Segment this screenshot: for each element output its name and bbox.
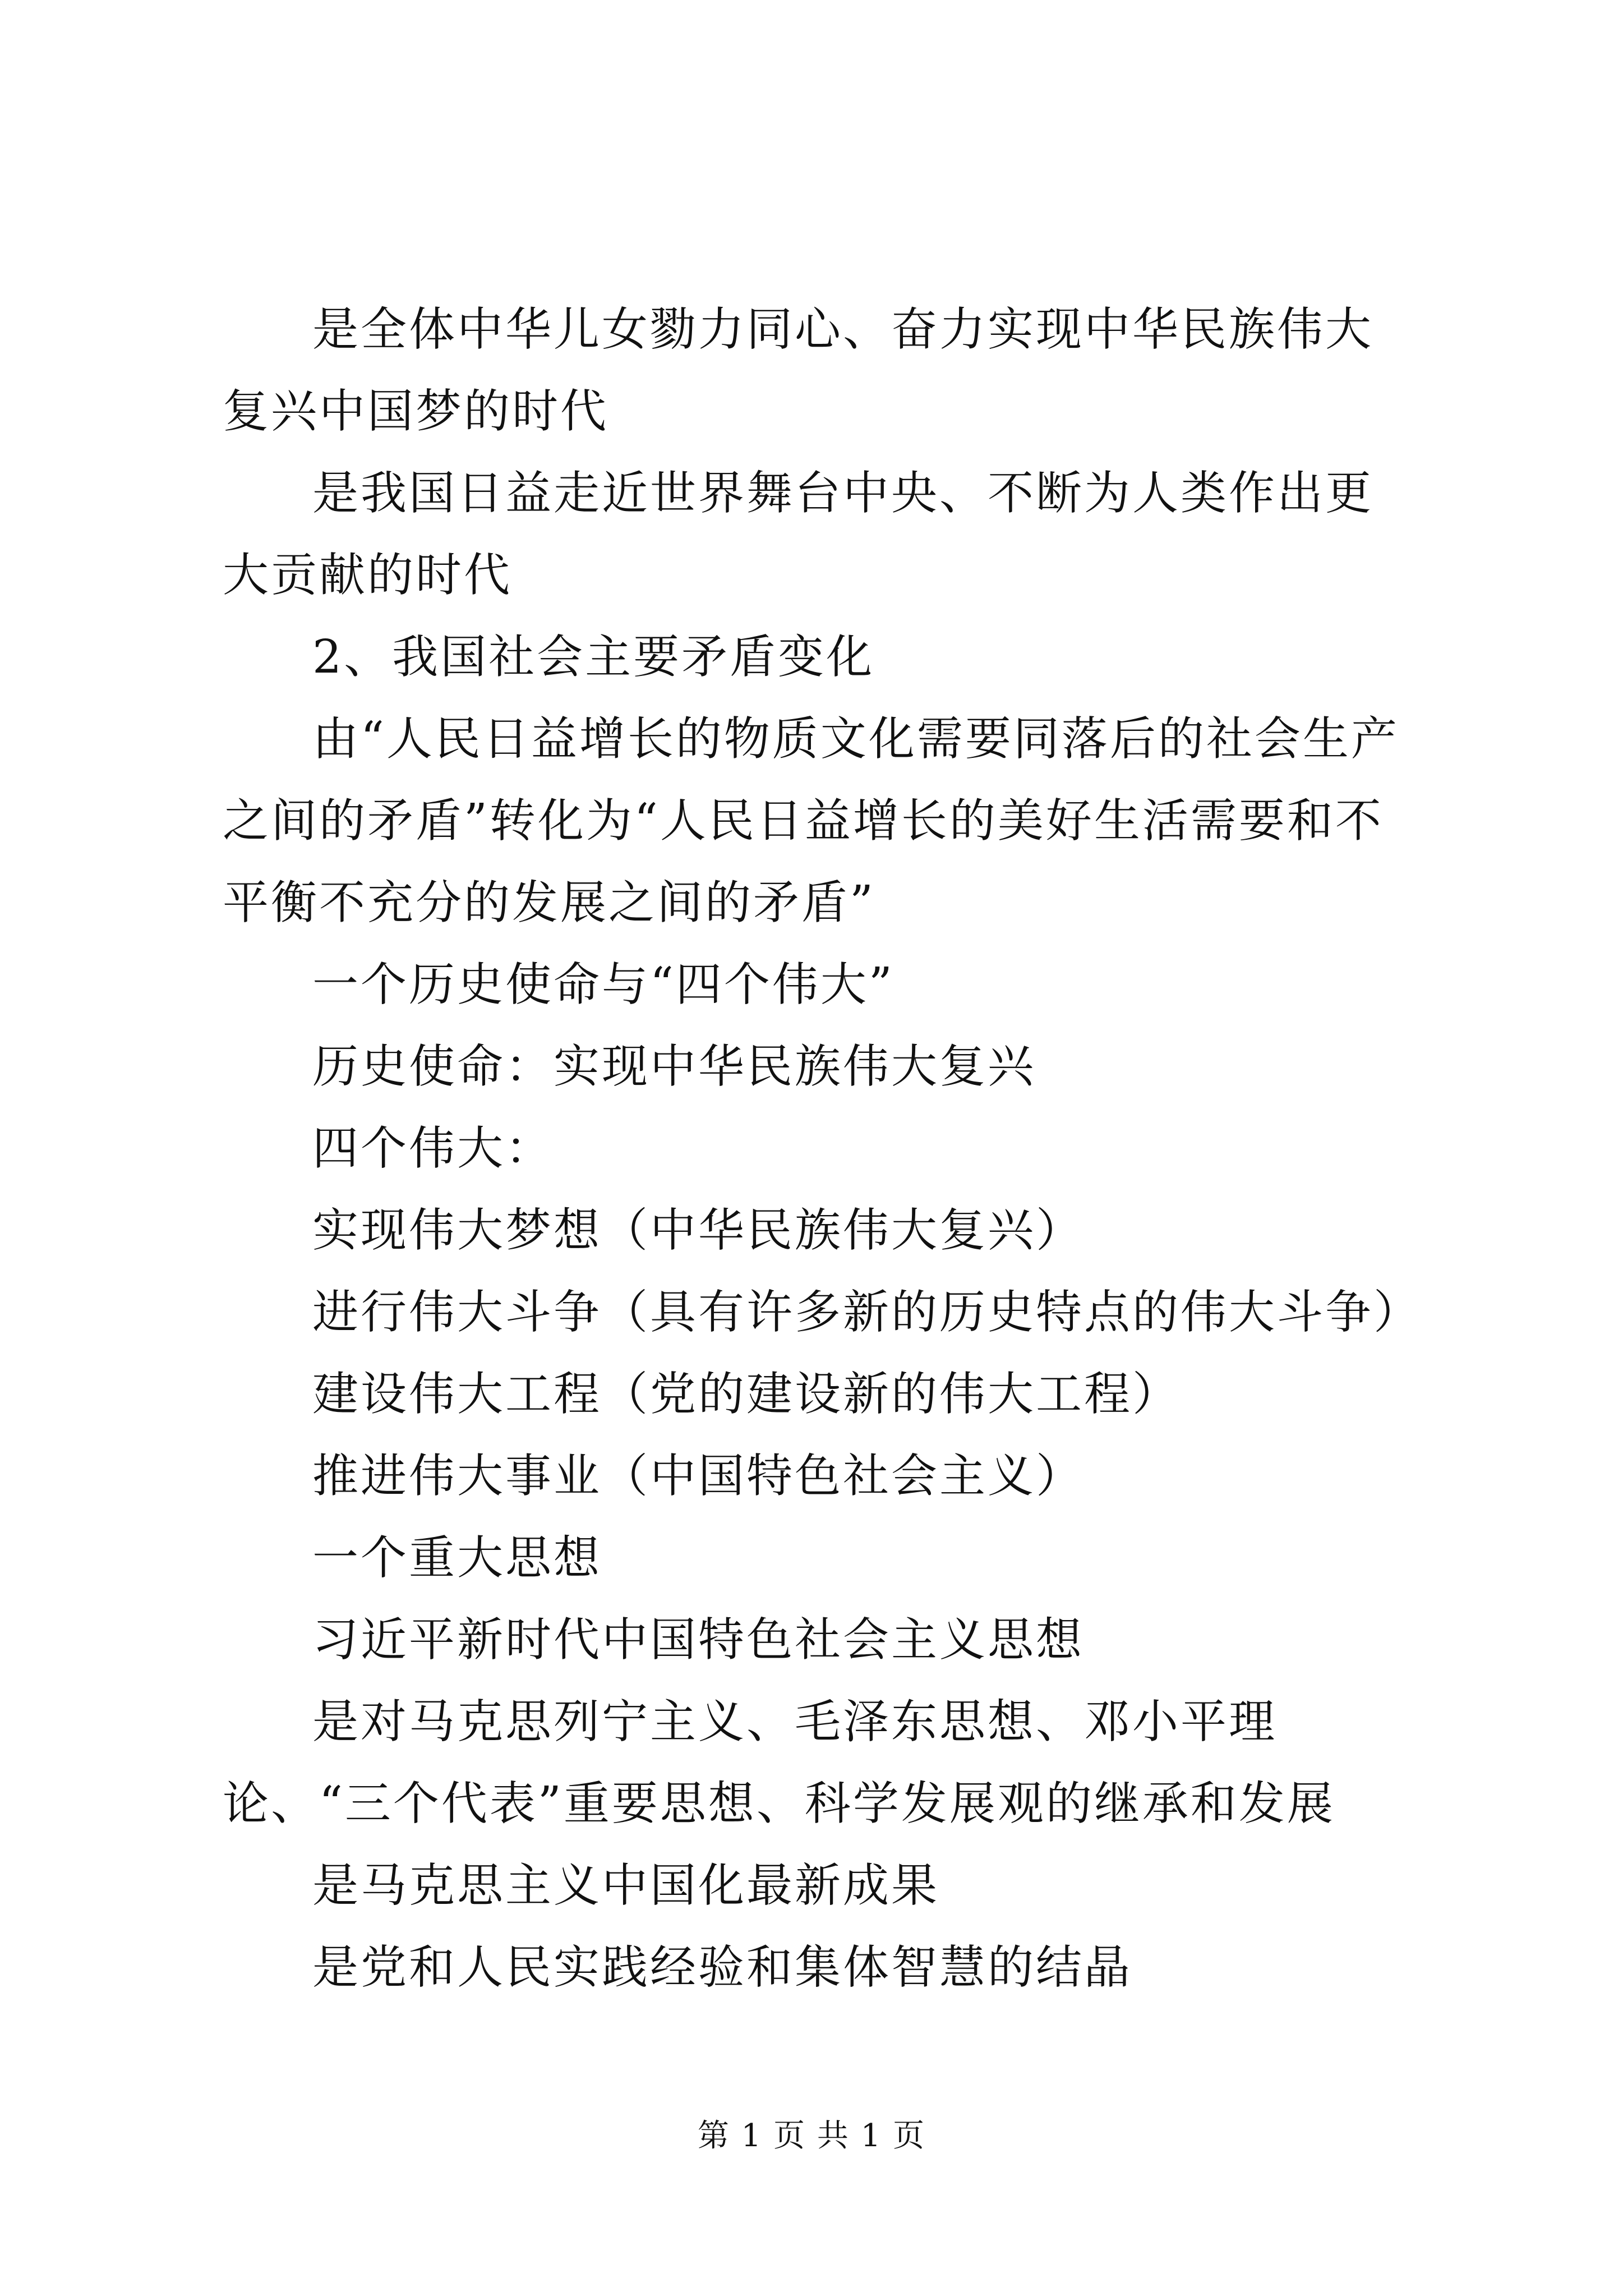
- list-item: 建设伟大工程（党的建设新的伟大工程）: [312, 1368, 1181, 1421]
- paragraph: 是对马克思列宁主义、毛泽东思想、邓小平理论、“三个代表”重要思想、科学发展观的继承和发展: [223, 1695, 1335, 1830]
- section-heading: 2、我国社会主要矛盾变化: [312, 631, 875, 684]
- document-body: [223, 289, 1422, 2009]
- paragraph: 习近平新时代中国特色社会主义思想: [312, 1613, 1085, 1667]
- list-item: 推进伟大事业（中国特色社会主义）: [312, 1450, 1085, 1503]
- list-item: 实现伟大梦想（中华民族伟大复兴）: [312, 1204, 1085, 1257]
- section-heading: 一个历史使命与“四个伟大”: [312, 958, 895, 1011]
- paragraph: 四个伟大：: [312, 1122, 554, 1175]
- list-item: 进行伟大斗争（具有许多新的历史特点的伟大斗争）: [312, 1286, 1422, 1339]
- section-heading: 一个重大思想: [312, 1531, 602, 1585]
- paragraph: 是马克思主义中国化最新成果: [312, 1859, 940, 1912]
- paragraph: 是党和人民实践经验和集体智慧的结晶: [312, 1941, 1133, 1994]
- paragraph: 由“人民日益增长的物质文化需要同落后的社会生产之间的矛盾”转化为“人民日益增长的美好生活需要和不平衡不充分的发展之间的矛盾”: [223, 712, 1399, 930]
- paragraph: 历史使命：实现中华民族伟大复兴: [312, 1040, 1036, 1093]
- paragraph: 是全体中华儿女勠力同心、奋力实现中华民族伟大复兴中国梦的时代: [223, 303, 1374, 438]
- paragraph: 是我国日益走近世界舞台中央、不断为人类作出更大贡献的时代: [223, 467, 1374, 602]
- page-footer: 第 1 页 共 1 页: [697, 2118, 926, 2154]
